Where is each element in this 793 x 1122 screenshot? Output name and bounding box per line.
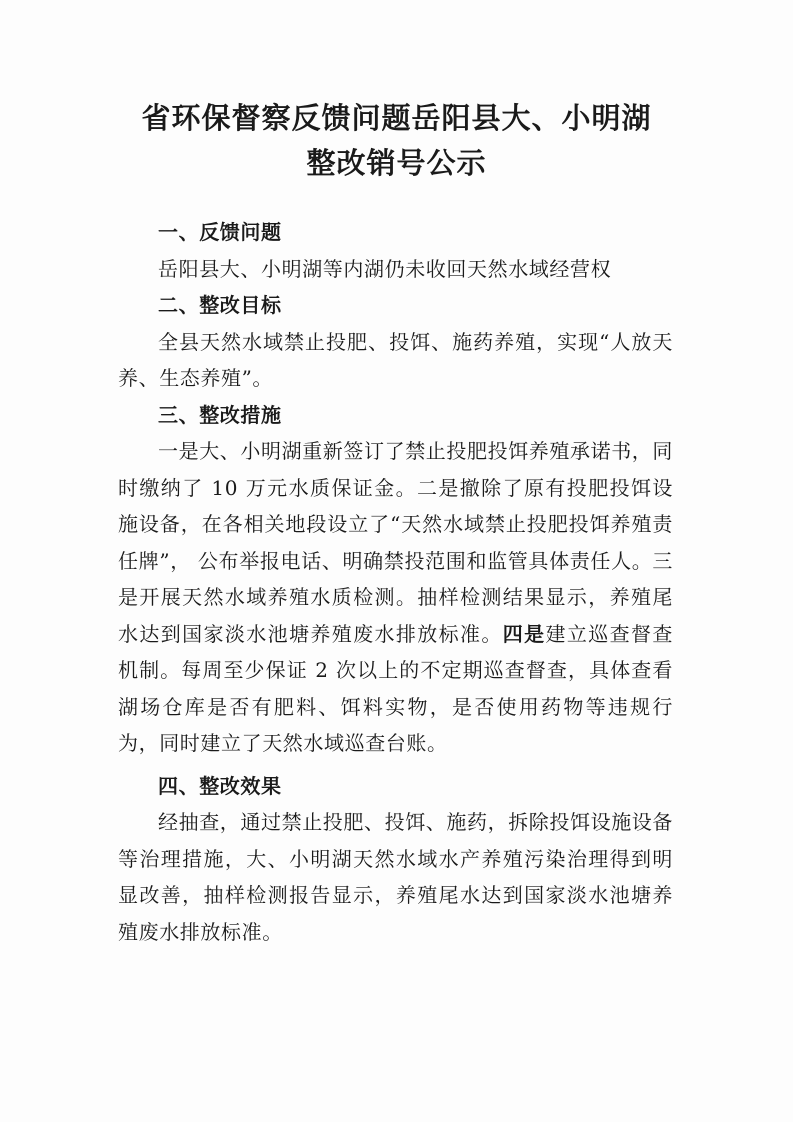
section-4-heading: 四、整改效果 [158, 773, 282, 798]
section-2-text: 全县天然水域禁止投肥、投饵、施药养殖，实现“人放天养、生态养殖”。 [118, 329, 673, 390]
document-title-line-2: 整改销号公示 [306, 146, 487, 180]
section-3-text [118, 433, 673, 762]
section-2-heading: 二、整改目标 [158, 293, 282, 317]
section-1-text: 岳阳县大、小明湖等内湖仍未收回天然水域经营权 [158, 256, 612, 281]
section-4-text: 经抽查，通过禁止投肥、投饵、施药，拆除投饵设施设备等治理措施，大、小明湖天然水域水产养殖污染治理得到明显改善，抽样检测报告显示，养殖尾水达到国家淡水池塘养殖废水排放标准。 [118, 810, 673, 944]
document-title-line-1: 省环保督察反馈问题岳阳县大、小明湖 [141, 101, 652, 135]
section-3-heading: 三、整改措施 [158, 402, 282, 427]
section-3-text-b-lead: 四是 [502, 621, 546, 646]
section-3-text-b: 建立巡查督查机制。每周至少保证 2 次以上的不定期巡查督查，具体查看湖场仓库是否有肥料、饵料实物，是否使用药物等违规行为，同时建立了天然水域巡查台账。 [118, 621, 673, 755]
document-body [118, 214, 673, 950]
section-1-heading: 一、反馈问题 [158, 220, 282, 244]
section-3-text-a: 一是大、小明湖重新签订了禁止投肥投饵养殖承诺书，同时缴纳了 10 万元水质保证金。二是撤除了原有投肥投饵设施设备，在各相关地段设立了“天然水域禁止投肥投饵养殖责任牌”， 公布举报电话、明确禁投范围和监管具体责任人。三是开展天然水域养殖水质检测。抽样检测结果显示，养殖尾水达到国家淡水池塘养殖废水排放标准。 [118, 439, 673, 646]
